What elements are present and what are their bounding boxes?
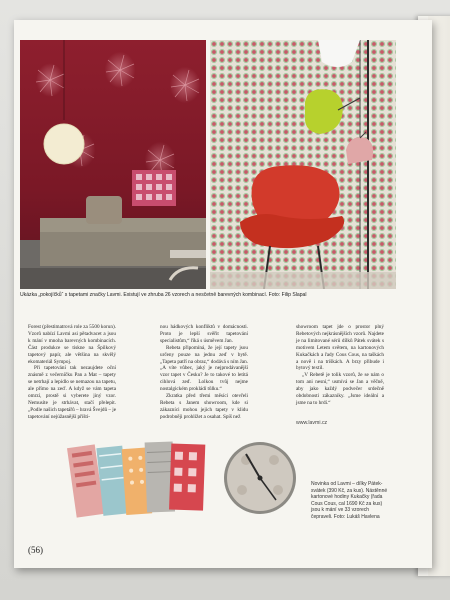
- photo-red-room: [20, 40, 206, 289]
- paragraph: Při tapetování tak nezaujdete oční znásmě z večerníčku Pan a Mat – tapety se netrhají a lepidlo se nemazou na tapetu, ale přímo na zeď. A když se vám tapeta omrzí, prostě si vyberete jiný vzor. Nemusíte je strhávat, stačí přelepit. „Podle našich tapetářů – hravá Švejdů – je tapetování nejúžasnější příští-: [28, 365, 117, 420]
- text-column-3: [296, 324, 384, 407]
- red-chair-illustration: [210, 40, 396, 289]
- website-link[interactable]: www.lavmi.cz: [296, 420, 328, 426]
- photo-caption: [20, 292, 396, 308]
- red-room-illustration: [20, 40, 206, 289]
- paragraph: Rebeta připomíná, že její tapety jsou určeny pouze na jednu zeď v bytě. „Tapeta patří na obraz,“ dodává s ním Jan. „A víte vůbec, jaký je nejprodávanější vzor tapet v Česku? Je to takové to letitá cihlová zeď. Lolkou tvůj nejme nostalgickém prokládí tůlku.“: [160, 344, 248, 393]
- photo-caption-text: Ukázka „pokojíčků“ s tapetami značky Lavmi. Existují ve zhruba 26 vzorech a nesčetně barevných kombinací. Foto: Filip Slapal: [20, 292, 307, 298]
- text-column-2: [160, 324, 248, 421]
- products-caption: Novinka od Lavmi – dílky Pátek-svátek (390 Kč, za kus). Nástěnné kartonové hodiny Kukačky (řada Cous Cous, cal 1690 Kč za kus) jsou k mání ve 33 vzorech čepraveli. Foto: Lukáš Havlena: [311, 481, 388, 520]
- clock-photo: [222, 440, 298, 516]
- paragraph: Zkratka před třemi měsíci otevřeli Rebeta s Janem showroom, kde si zákazníci mohou jejich tapety v klidu podrobněji prohlížet a osahat. Spíš než: [160, 393, 248, 420]
- paragraph: nou hádkových konfliktů v domácnosti. Proto je lepší svěřit tapetování specialistům,“ říká s úsměvem Jan.: [160, 324, 248, 344]
- paragraph: Forest (přestimatrová role za 5500 korun). Vzorů nabízí Lavmi asi pětadvacet a jsou k mání v mnoha barevných kombinacích. Část produkce se tiskne na Špilkový tapetový papír, ale většina na skvělý ekomateriál Sympoj.: [28, 324, 116, 365]
- products-photo: [60, 432, 210, 524]
- paragraph: „V Rebetě je tolik vzorů, že se nám o tom ani nesní,“ usmívá se Jan a věčně, aby jako každý podvečer srdečně obdobnosti zákazníky. „Jsme ideální a jsme na to hrdí.“: [296, 372, 384, 406]
- paragraph: showroom tapet jde o prostor plný Rebetových nejkrásnějších vzorů. Najdete je na limitované sérii dílků Pátek svátek s motivem Letem světem, na kartonových Kukačkách a řady Cous Cous, na taškách a nově i na triškách. A brzy přibude i bytový textil.: [296, 324, 384, 372]
- page-number: (56): [28, 545, 43, 555]
- photo-red-chair: [210, 40, 396, 289]
- text-column-1: [28, 324, 116, 421]
